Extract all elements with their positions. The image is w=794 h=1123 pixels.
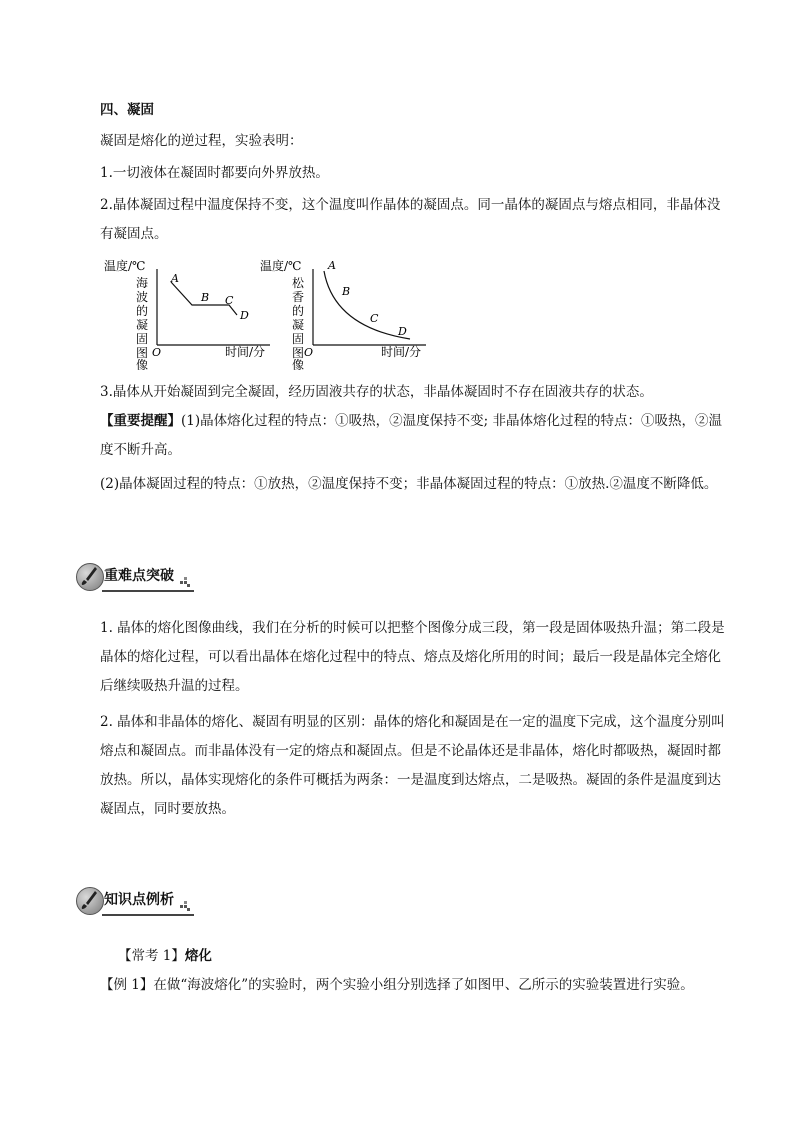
graph-right-xlabel: 时间/分 [381,345,422,359]
graph-right-point-a: A [328,259,336,272]
svg-text:的: 的 [292,304,305,318]
reminder-label: 【重要提醒】 [100,413,181,429]
graph-right-point-b: B [342,285,351,298]
graph-left-caption [136,276,148,370]
svg-text:波: 波 [136,290,149,304]
examples-banner [76,887,196,917]
graph-right-caption [292,275,305,370]
banner-title: 重难点突破 [104,568,174,584]
svg-text:的: 的 [136,304,149,318]
reminder-2: (2)晶体凝固过程的特点：①放热，②温度保持不变；非晶体凝固过程的特点：①放热.②温度不断降低。 [100,476,718,492]
example-line [100,971,740,1000]
breakthrough-item-2: 2. 晶体和非晶体的熔化、凝固有明显的区别：晶体的熔化和凝固是在一定的温度下完成，这个温度分别叫熔点和凝固点。而非晶体没有一定的熔点和凝固点。但是不论晶体还是非晶体，熔化时都吸热，凝固时都放热。所以，晶体实现熔化的条件可概括为两条：一是温度到达熔点，二是吸热。凝固的条件是温度到达凝固点，同时要放热。 [100,714,725,817]
svg-text:图: 图 [292,346,305,360]
breakthrough-banner [76,563,196,593]
banner-underline [102,914,194,916]
graph-left-point-a: A [171,272,179,285]
graph-left-point-b: B [201,291,210,304]
section-heading: 四、凝固 [100,102,154,118]
point-3: 3.晶体从开始凝固到完全凝固，经历固液共存的状态，非晶体凝固时不存在固液共存的状态。 [100,384,653,400]
graph-left-xlabel: 时间/分 [225,345,266,359]
reminder-1-text: (1)晶体熔化过程的特点：①吸热，②温度保持不变; 非晶体熔化过程的特点：①吸热，②温度不断升高。 [100,413,722,458]
svg-text:香: 香 [292,290,305,304]
topic-name: 熔化 [184,948,212,964]
section-intro: 凝固是熔化的逆过程，实验表明： [100,133,303,149]
dots-decoration-icon [180,577,190,587]
brush-icon [80,566,98,586]
graph-left-point-d: D [240,309,249,322]
breakthrough-item-1: 1. 晶体的熔化图像曲线，我们在分析的时候可以把整个图像分成三段，第一段是固体吸热升温；第二段是晶体的熔化过程，可以看出晶体在熔化过程中的特点、熔点及熔化所用的时间；最后一段是晶体完全熔化后继续吸热升温的过程。 [100,620,725,694]
graph-right-ylabel: 温度/℃ [260,259,302,273]
svg-text:固: 固 [136,332,149,346]
example-label: 【例 1】 [100,977,154,993]
graph-right-point-c: C [370,312,379,325]
rosin-solidification-graph [256,255,436,370]
point-1: 1.一切液体在凝固时都要向外界放热。 [100,165,329,181]
banner-underline [102,590,194,592]
banner-title: 知识点例析 [104,892,174,908]
svg-text:像: 像 [136,358,149,370]
example-text: 在做“海波熔化”的实验时，两个实验小组分别选择了如图甲、乙所示的实验装置进行实验。 [153,977,694,993]
reminder-1 [100,407,726,465]
svg-text:松: 松 [292,276,305,290]
svg-text:固: 固 [292,332,305,346]
brush-icon [80,890,98,910]
svg-text:凝: 凝 [136,318,149,332]
point-2: 2.晶体凝固过程中温度保持不变，这个温度叫作晶体的凝固点。同一晶体的凝固点与熔点相同，非晶体没有凝固点。 [100,197,721,242]
graph-left-origin: O [152,346,162,359]
haibo-solidification-graph [100,255,280,370]
svg-text:凝: 凝 [292,318,305,332]
graph-left-point-c: C [225,294,234,307]
svg-text:图: 图 [136,346,149,360]
topic-line [118,942,744,971]
svg-text:海: 海 [136,276,149,290]
topic-label: 【常考 1】 [118,948,185,964]
graph-right-point-d: D [398,325,407,338]
svg-text:像: 像 [292,358,305,370]
graph-right-origin: O [304,346,314,359]
dots-decoration-icon [180,901,190,911]
graph-left-ylabel: 温度/℃ [104,259,146,273]
